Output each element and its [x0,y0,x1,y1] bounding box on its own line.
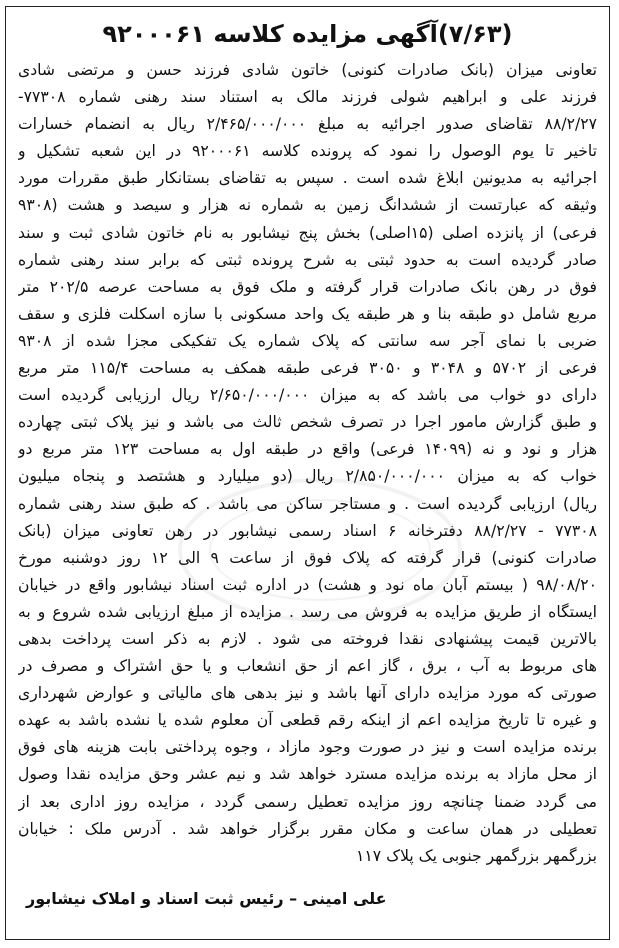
notice-line: صورتی که مورد مزایده دارای آنها باشد و نیز بدهی های مالیاتی و عوارض شهرداری [18,684,597,703]
notice-line: بالاترین قیمت پیشنهادی نقدا فروخته می شود . لازم به ذکر است پرداخت بدهی [18,629,597,648]
notice-line: بزرگمهر بزرگمهر جنوبی یک پلاک ۱۱۷ [356,846,597,865]
notice-line: فوق در رهن بانک صادرات قرار گرفته و ملک فوق به مساحت عرصه ۲۰۲/۵ متر [18,277,597,296]
notice-line: مربع شامل دو طبقه بنا و هر طبقه یک واحد مسکونی با سازه اسکلت فلزی و سقف [18,304,597,323]
notice-line: می گردد ضمنا چنانچه روز مزایده تعطیل رسمی گردد ، مزایده روز اداری بعد از [18,792,597,811]
notice-line: ایستگاه از طریق مزایده به فروش می رسد . مزایده از مبلغ ارزیابی شده شروع و به [18,602,597,621]
notice-line: تعاونی میزان (بانک صادرات کنونی) خاتون شادی فرزند حسن و مرتضی شادی [18,61,597,79]
notice-line: از محل مازاد به برنده مزایده مسترد خواهد شد و نیم عشر وحق مزایده نقدا وصول [18,765,597,784]
notice-line: صادر گردیده است به حدود ثبتی به شرح پرونده ثبتی که برابر سند رهنی شماره [18,250,597,269]
notice-line: ۹۸/۰۸/۲۰ ( بیستم آبان ماه نود و هشت) در اداره ثبت اسناد نیشابور واقع در خیابان [18,575,597,594]
notice-line: ریال) ارزیابی گردیده است . و مستاجر ساکن می باشد . که طبق سند رهنی شماره [18,494,597,513]
notice-line: و طبق گزارش مامور اجرا در تصرف شخص ثالث می باشد و نیز پلاک ثبتی چهارده [18,413,597,432]
notice-line: برنده مزایده است و نیز در صورت وجود مازاد ، وجوه پرداختی بابت هزینه های فوق [18,738,597,757]
notice-line: صادرات کنونی) قرار گرفته که پلاک فوق از ساعت ۹ الی ۱۲ روز دوشنبه مورخ [18,548,597,567]
notice-line: فرعی) از پانزده اصلی (۱۵اصلی) بخش پنج نیشابور به نام خاتون شادی ثبت و سند [18,223,597,242]
notice-body [18,57,597,870]
notice-line: و غیره تا تاریخ مزایده اعم از اینکه رقم قطعی آن معلوم شده یا نشده باشد به عهده [18,711,597,730]
notice-line: های مربوط به آب ، برق ، گاز اعم از حق انشعاب و یا حق اشتراک و مصرف در [18,657,597,676]
notice-line: اجرائیه به مدیونین ابلاغ شده است . سپس به تقاضای بستانکار طبق مقررات مورد [18,169,597,188]
notice-line: ۸۸/۲/۲۷ تقاضای صدور اجرائیه به مبلغ ۲/۴۶۵/۰۰۰/۰۰۰ ریال به انضمام خسارات [18,115,597,134]
notice-line: فرعی از ۵۷۰۲ و ۳۰۴۸ و ۳۰۵۰ فرعی طبقه همکف به مساحت ۱۱۵/۴ متر مربع [18,359,597,378]
notice-line: هزار و نود و نه (۱۴۰۹۹ فرعی) واقع در طبقه اول به مساحت ۱۲۳ متر مربع دو [18,440,597,459]
notice-line: ۷۷۳۰۸ - ۸۸/۲/۲۷ دفترخانه ۶ اسناد رسمی نیشابور در رهن تعاونی میزان (بانک [18,521,597,540]
notice-line: دارای دو خواب می باشد که به میزان ۲/۶۵۰/۰۰۰/۰۰۰ ریال ارزیابی گردیده است [18,386,597,405]
notice-line: فرزند علی و ابراهیم شولی فرزند مالک به استناد سند رهنی شماره ۷۷۳۰۸- [18,88,597,107]
notice-line: تاخیر تا یوم الوصول را نمود که پرونده کلاسه ۹۲۰۰۰۶۱ در این شعبه تشکیل و [18,142,597,161]
notice-frame [5,6,610,940]
notice-signature: علی امینی – رئیس ثبت اسناد و املاک نیشابور [26,889,387,908]
notice-line: وثیقه که عبارتست از ششدانگ زمین به شماره نه هزار و سیصد و هشت (۹۳۰۸ [18,196,597,215]
notice-line: تعطیلی در همان ساعت و مکان مقرر برگزار خواهد شد . آدرس ملک : خیابان [18,819,597,838]
notice-title: (۷/۶۳)آگهی مزایده کلاسه ۹۲۰۰۰۶۱ [102,20,513,48]
notice-line: خواب که به میزان ۲/۸۵۰/۰۰۰/۰۰۰ ریال (دو میلیارد و هشتصد و پنجاه میلیون [18,467,597,486]
notice-line: ضربی با نمای آجر سه سانتی که پلاک شماره یک تفکیکی مجزا شده از ۹۳۰۸ [18,331,597,350]
